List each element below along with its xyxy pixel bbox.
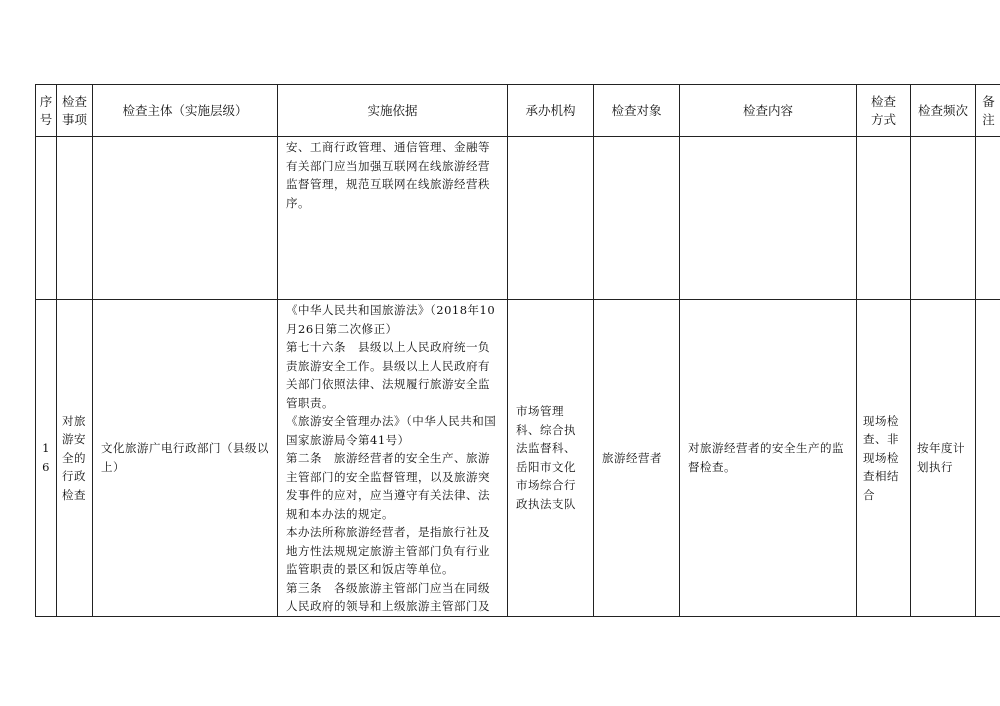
- cell-frequency-empty: [911, 137, 976, 300]
- table-row-16: [36, 300, 1000, 617]
- cell-target: 旅游经营者: [594, 300, 680, 617]
- header-subject: 检查主体（实施层级）: [93, 85, 278, 137]
- basis-paragraph: 第三条 各级旅游主管部门应当在同级人民政府的领导和上级旅游主管部门及: [286, 580, 490, 613]
- header-seq: 序号: [36, 85, 57, 137]
- cell-basis-continued: 安、工商行政管理、通信管理、金融等有关部门应当加强互联网在线旅游经营监督管理，规范互联网在线旅游经营秩序。: [278, 137, 508, 300]
- cell-agency: 市场管理科、综合执法监督科、岳阳市文化市场综合行政执法支队: [508, 300, 594, 617]
- cell-seq-empty: [36, 137, 57, 300]
- header-note: 备注: [976, 85, 1000, 137]
- cell-target-empty: [594, 137, 680, 300]
- cell-seq: [36, 300, 57, 617]
- cell-item: 对旅游安全的行政检查: [57, 300, 93, 617]
- header-method: 检查方式: [857, 85, 911, 137]
- basis-paragraph: 《中华人民共和国旅游法》（2018年10月26日第二次修正）: [286, 303, 496, 336]
- cell-agency-empty: [508, 137, 594, 300]
- header-agency: 承办机构: [508, 85, 594, 137]
- header-content: 检查内容: [680, 85, 857, 137]
- seq-value: 16: [42, 441, 50, 474]
- cell-subject-empty: [93, 137, 278, 300]
- table-row-continued: [36, 137, 1000, 300]
- header-item: 检查事项: [57, 85, 93, 137]
- basis-paragraph: 本办法所称旅游经营者，是指旅行社及地方性法规规定旅游主管部门负有行业监管职责的景区和饭店等单位。: [286, 525, 490, 576]
- header-frequency: 检查频次: [911, 85, 976, 137]
- inspection-table: [35, 84, 1000, 617]
- cell-method-empty: [857, 137, 911, 300]
- header-row: [36, 85, 1000, 137]
- header-target: 检查对象: [594, 85, 680, 137]
- cell-method: 现场检查、非现场检查相结合: [857, 300, 911, 617]
- basis-paragraph: 第七十六条 县级以上人民政府统一负责旅游安全工作。县级以上人民政府有关部门依照法律、法规履行旅游安全监管职责。: [286, 340, 490, 410]
- cell-note-empty: [976, 137, 1000, 300]
- cell-basis: [278, 300, 508, 617]
- cell-frequency: 按年度计划执行: [911, 300, 976, 617]
- cell-content-empty: [680, 137, 857, 300]
- cell-item-empty: [57, 137, 93, 300]
- header-basis: 实施依据: [278, 85, 508, 137]
- basis-paragraph: 《旅游安全管理办法》（中华人民共和国国家旅游局令第41号）: [286, 414, 497, 447]
- cell-content: 对旅游经营者的安全生产的监督检查。: [680, 300, 857, 617]
- cell-note: [976, 300, 1000, 617]
- cell-subject: 文化旅游广电行政部门（县级以上）: [93, 300, 278, 617]
- basis-paragraph: 第二条 旅游经营者的安全生产、旅游主管部门的安全监督管理，以及旅游突发事件的应对，应当遵守有关法律、法规和本办法的规定。: [286, 451, 490, 521]
